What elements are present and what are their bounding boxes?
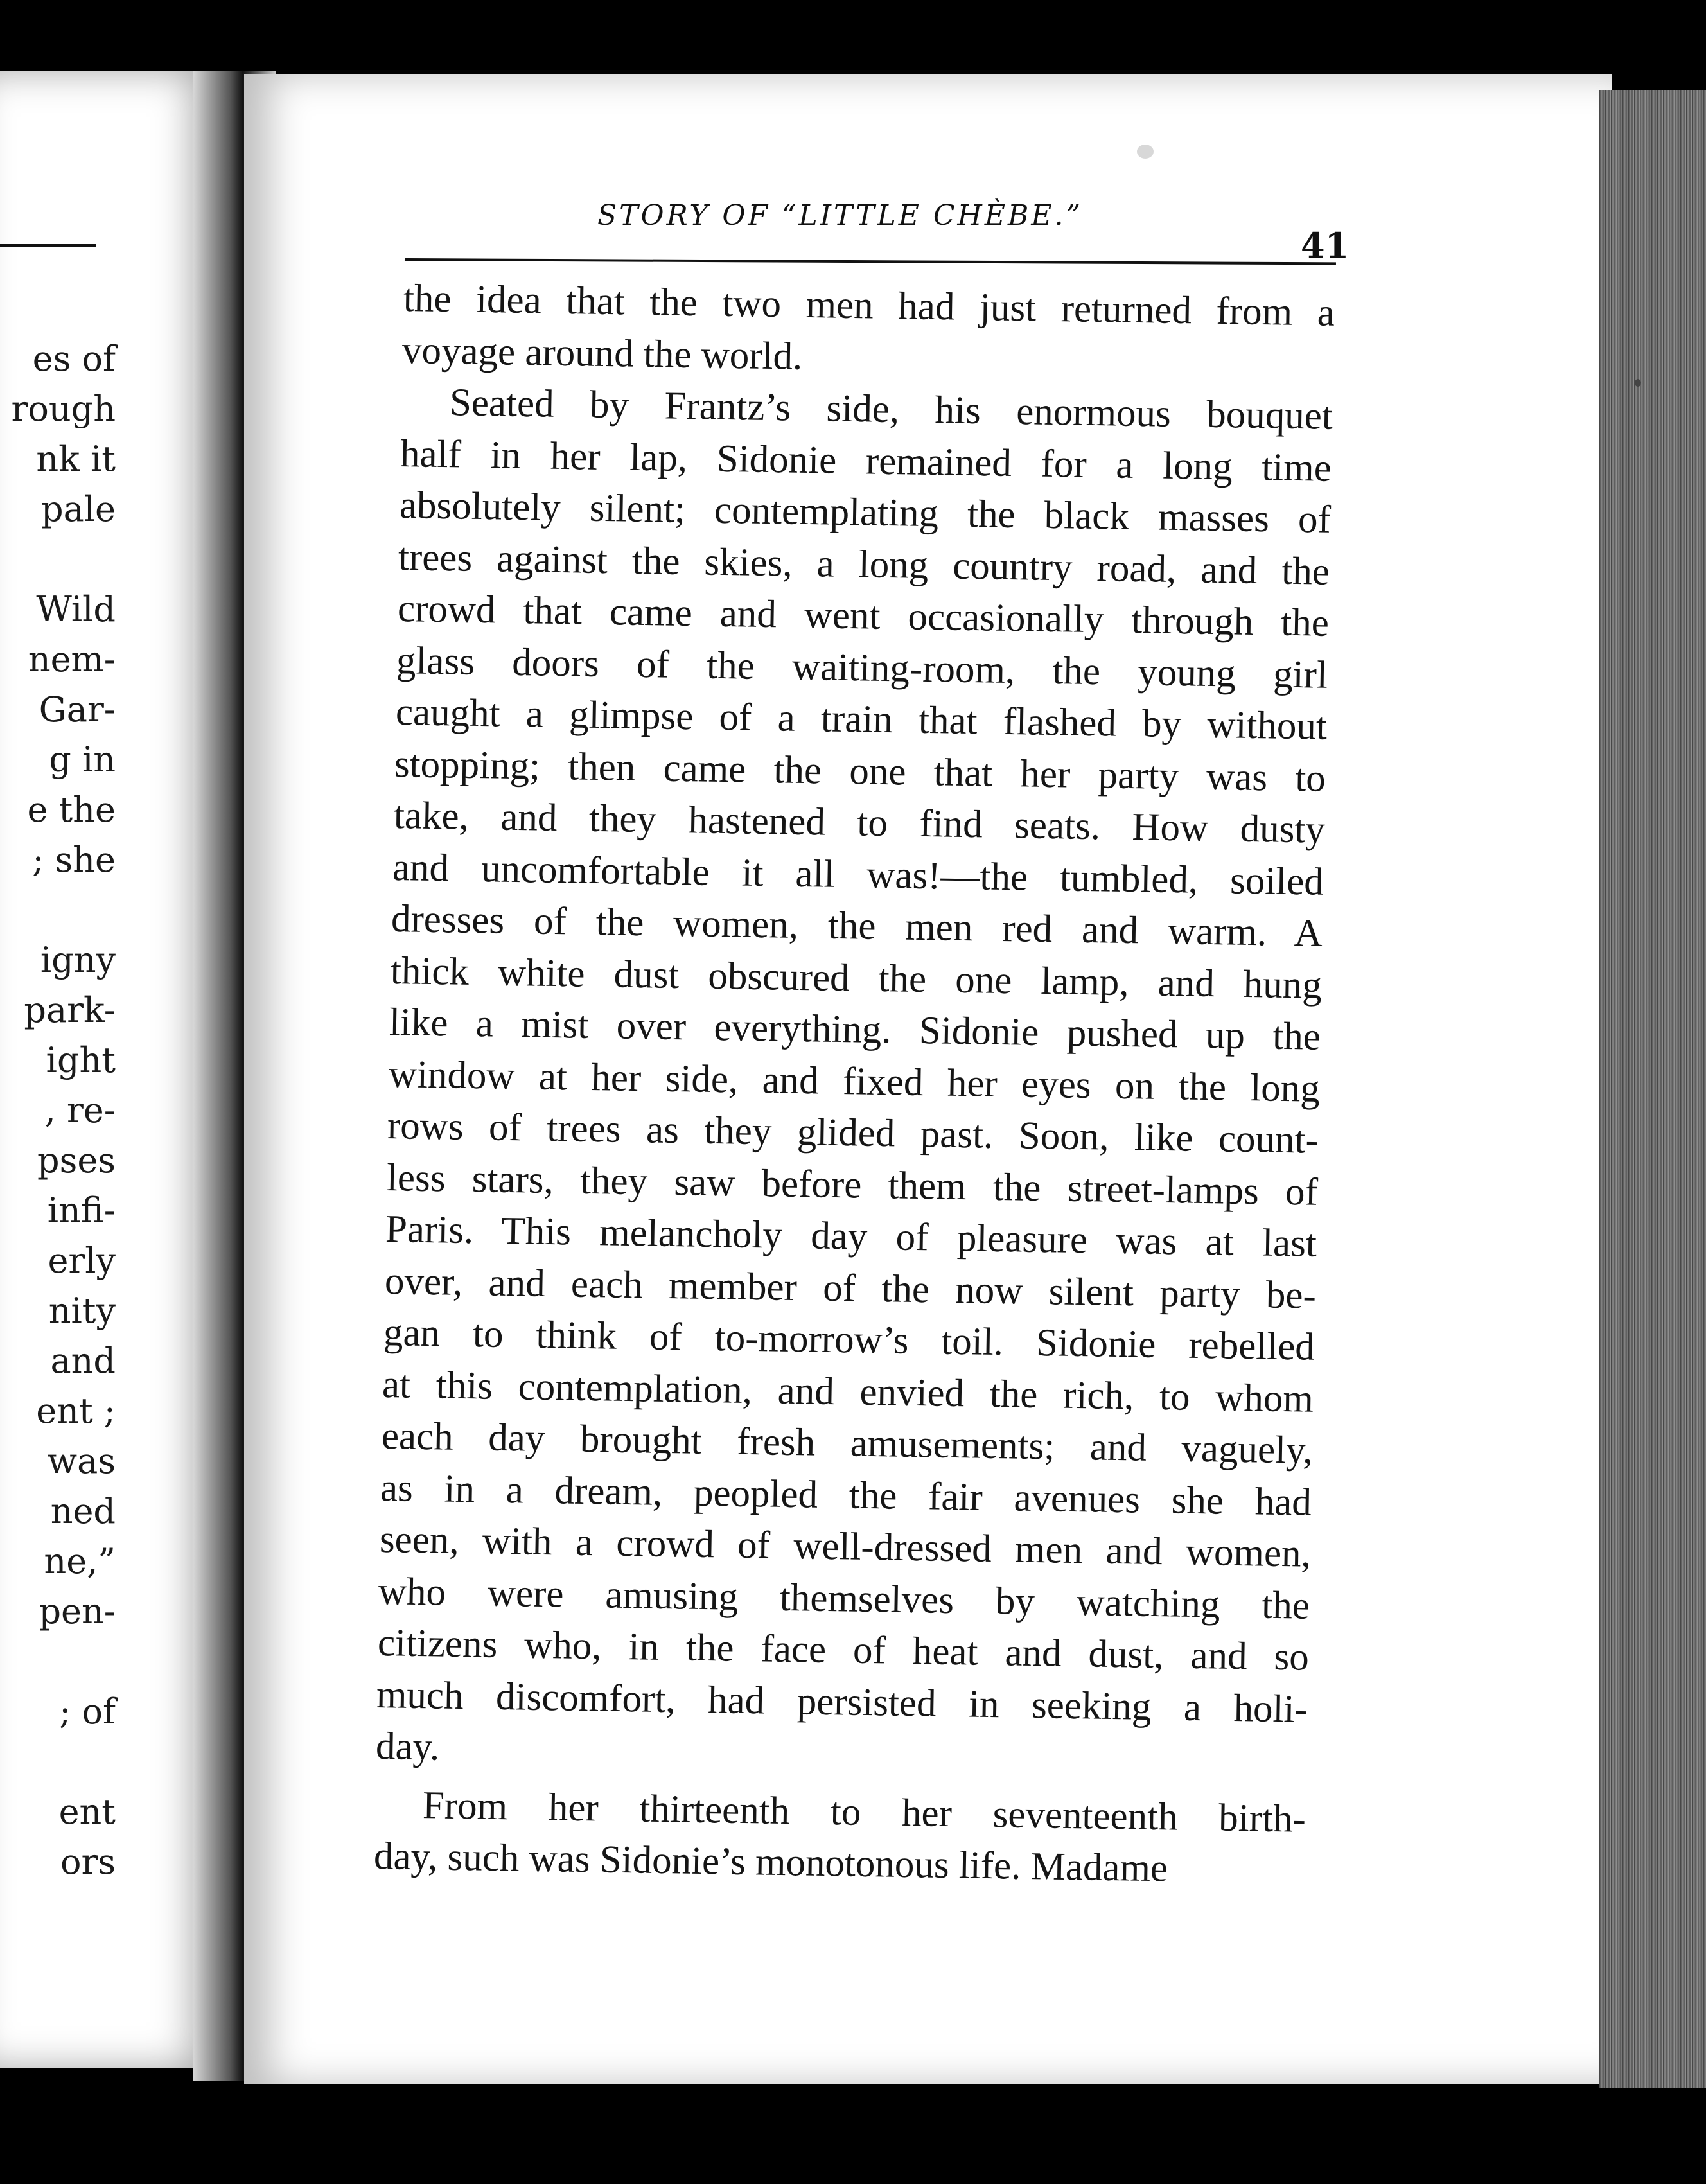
previous-page-line: and bbox=[50, 1341, 116, 1381]
previous-page-line: es of bbox=[32, 339, 116, 379]
previous-page-line: ent ; bbox=[36, 1391, 116, 1431]
previous-page-line: igny bbox=[40, 940, 116, 980]
previous-page-line: pale bbox=[41, 489, 116, 529]
body-line: the idea that the two men had just returned from a bbox=[403, 277, 1335, 335]
body-line: day. bbox=[375, 1725, 440, 1769]
previous-page-line: erly bbox=[48, 1240, 116, 1281]
body-line: rows of trees as they glided past. Soon, like count- bbox=[387, 1104, 1319, 1162]
previous-page-text bbox=[12, 334, 116, 1887]
body-line: glass doors of the waiting-room, the young girl bbox=[396, 638, 1328, 697]
previous-page-line: park- bbox=[24, 990, 116, 1030]
body-line: gan to think of to-morrow’s toil. Sidonie rebelled bbox=[383, 1311, 1315, 1369]
previous-page-line: , re- bbox=[44, 1090, 116, 1131]
previous-page-line: g in bbox=[49, 739, 116, 780]
book-fore-edge bbox=[1599, 90, 1706, 2088]
previous-page-line: ; of bbox=[59, 1691, 116, 1732]
previous-page-line: e the bbox=[27, 789, 116, 830]
previous-page-line: nem- bbox=[28, 639, 116, 680]
previous-page-line: rough bbox=[11, 389, 116, 429]
body-line: crowd that came and went occasionally through the bbox=[397, 587, 1330, 645]
body-line: take, and they hastened to find seats. How dusty bbox=[392, 794, 1325, 852]
body-line: window at her side, and fixed her eyes on the long bbox=[388, 1052, 1321, 1111]
body-line: stopping; then came the one that her party was to bbox=[394, 742, 1326, 800]
body-line: thick white dust obscured the one lamp, and hung bbox=[390, 949, 1323, 1007]
body-line: and uncomfortable it all was!—the tumbled, soiled bbox=[392, 845, 1324, 904]
previous-page-line: nk it bbox=[36, 439, 116, 479]
body-line: half in her lap, Sidonie remained for a long time bbox=[400, 432, 1332, 490]
body-line: day, such was Sidonie’s monotonous life. Madame bbox=[373, 1835, 1168, 1890]
paper-speck bbox=[1635, 379, 1641, 387]
body-line: Seated by Frantz’s side, his enormous bouquet bbox=[449, 381, 1333, 438]
body-line: each day brought fresh amusements; and vaguely, bbox=[381, 1414, 1314, 1472]
previous-page-line: Gar- bbox=[39, 689, 116, 730]
body-line: Paris. This melancholy day of pleasure was at last bbox=[385, 1208, 1317, 1265]
previous-page-line: was bbox=[47, 1441, 116, 1481]
body-line: voyage around the world. bbox=[401, 328, 804, 378]
body-line: dresses of the women, the men red and warm. A bbox=[391, 897, 1323, 955]
running-head: STORY OF “LITTLE CHÈBE.” bbox=[597, 199, 1083, 232]
body-line: absolutely silent; contemplating the black masses of bbox=[399, 484, 1332, 542]
previous-page-line bbox=[12, 885, 116, 935]
previous-page-line: nity bbox=[48, 1290, 116, 1331]
body-line: who were amusing themselves by watching the bbox=[378, 1569, 1310, 1628]
previous-page-line bbox=[12, 1737, 116, 1787]
previous-page bbox=[0, 71, 218, 2068]
previous-page-line bbox=[12, 534, 116, 585]
previous-page-head-rule bbox=[0, 244, 96, 247]
previous-page-line: ors bbox=[60, 1842, 116, 1882]
body-line: much discomfort, had persisted in seeking a holi- bbox=[376, 1673, 1308, 1731]
body-line: like a mist over everything. Sidonie pushed up the bbox=[389, 1001, 1321, 1059]
body-line: citizens who, in the face of heat and dust, and so bbox=[377, 1621, 1310, 1679]
body-line: over, and each member of the now silent party be- bbox=[384, 1259, 1316, 1317]
body-line: less stars, they saw before them the street-lamps of bbox=[386, 1156, 1318, 1214]
previous-page-line: pen- bbox=[39, 1591, 116, 1632]
previous-page-line: ; she bbox=[32, 840, 116, 880]
paper-speck bbox=[1137, 145, 1154, 159]
previous-page-line: ight bbox=[46, 1040, 116, 1080]
body-line: as in a dream, peopled the fair avenues she had bbox=[380, 1466, 1312, 1524]
page-number: 41 bbox=[1301, 225, 1350, 266]
body-line: at this contemplation, and envied the rich, to whom bbox=[382, 1362, 1314, 1421]
body-line: caught a glimpse of a train that flashed by without bbox=[395, 691, 1327, 748]
previous-page-line: ne,” bbox=[44, 1541, 116, 1581]
previous-page-line: Wild bbox=[36, 589, 116, 630]
body-line: From her thirteenth to her seventeenth birth- bbox=[422, 1783, 1306, 1841]
body-line: seen, with a crowd of well-dressed men and women, bbox=[379, 1518, 1312, 1576]
previous-page-line: ent bbox=[58, 1792, 116, 1832]
body-line: trees against the skies, a long country road, and the bbox=[398, 535, 1330, 594]
previous-page-line: pses bbox=[37, 1140, 116, 1181]
previous-page-line: infi- bbox=[47, 1190, 116, 1231]
previous-page-line bbox=[12, 1637, 116, 1687]
previous-page-line: ned bbox=[50, 1491, 116, 1531]
